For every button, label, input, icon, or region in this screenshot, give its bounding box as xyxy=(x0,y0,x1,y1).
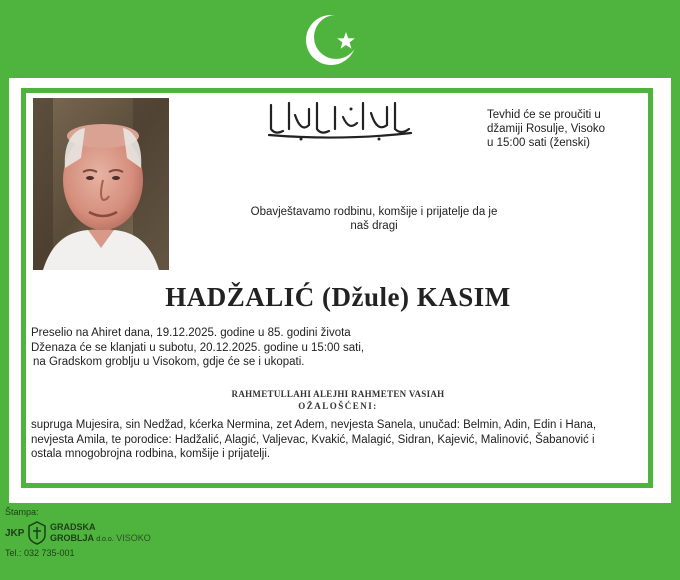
arabic-calligraphy xyxy=(265,95,415,143)
logo-line2-wrap xyxy=(50,533,151,545)
mourners-heading: OŽALOŠĆENI: xyxy=(298,401,378,411)
crescent-star-icon xyxy=(306,12,358,68)
mourners-list xyxy=(31,418,641,462)
obituary-card xyxy=(9,78,671,503)
cemetery-emblem-icon xyxy=(27,521,47,545)
print-label: Štampa: xyxy=(5,507,39,517)
mourners-line: nevjesta Amila, te porodice: Hadžalić, Alagić, Valjevac, Kvakić, Malagić, Sidran, Kajević, Malinović, Šabanović i xyxy=(31,433,595,446)
tevhid-line: u 15:00 sati (ženski) xyxy=(487,137,590,149)
logo-line2: GROBLJA xyxy=(50,533,94,543)
details-line: Dženaza će se klanjati u subotu, 20.12.2025. godine u 15:00 sati, xyxy=(31,341,365,354)
logo-jkp: JKP xyxy=(5,528,25,539)
mourners-line: supruga Mujesira, sin Nedžad, kćerka Nermina, zet Adem, nevjesta Sanela, unučad: Belmin, Adin, Edin i Hana, xyxy=(31,419,597,431)
printer-logo xyxy=(5,521,155,547)
details-line: na Gradskom groblju u Visokom, gdje će se i ukopati. xyxy=(33,356,305,368)
notice-line: naš dragi xyxy=(350,220,398,232)
details-line: Preselio na Ahiret dana, 19.12.2025. godine u 85. godini života xyxy=(31,327,351,339)
prayer-text: RAHMETULLAHI ALEJHI RAHMETEN VASIAH xyxy=(231,389,445,399)
phone-number: Tel.: 032 735-001 xyxy=(5,548,75,558)
mourners-line: ostala mnogobrojna rodbina, komšije i prijatelji. xyxy=(31,448,271,460)
logo-suffix: d.o.o. xyxy=(96,536,114,543)
tevhid-line: džamiji Rosulje, Visoko xyxy=(487,123,606,135)
portrait-photo xyxy=(33,98,169,270)
notice-line: Obavještavamo rodbinu, komšije i prijatelje da je xyxy=(250,206,498,218)
funeral-details xyxy=(31,326,431,370)
deceased-name: HADŽALIĆ (Džule) KASIM xyxy=(165,282,511,312)
notice-text xyxy=(189,205,559,233)
tevhid-line: Tevhid će se proučiti u xyxy=(487,109,601,121)
logo-line1: GRADSKA xyxy=(50,522,96,532)
logo-city: VISOKO xyxy=(116,533,151,543)
tevhid-info xyxy=(487,108,647,150)
